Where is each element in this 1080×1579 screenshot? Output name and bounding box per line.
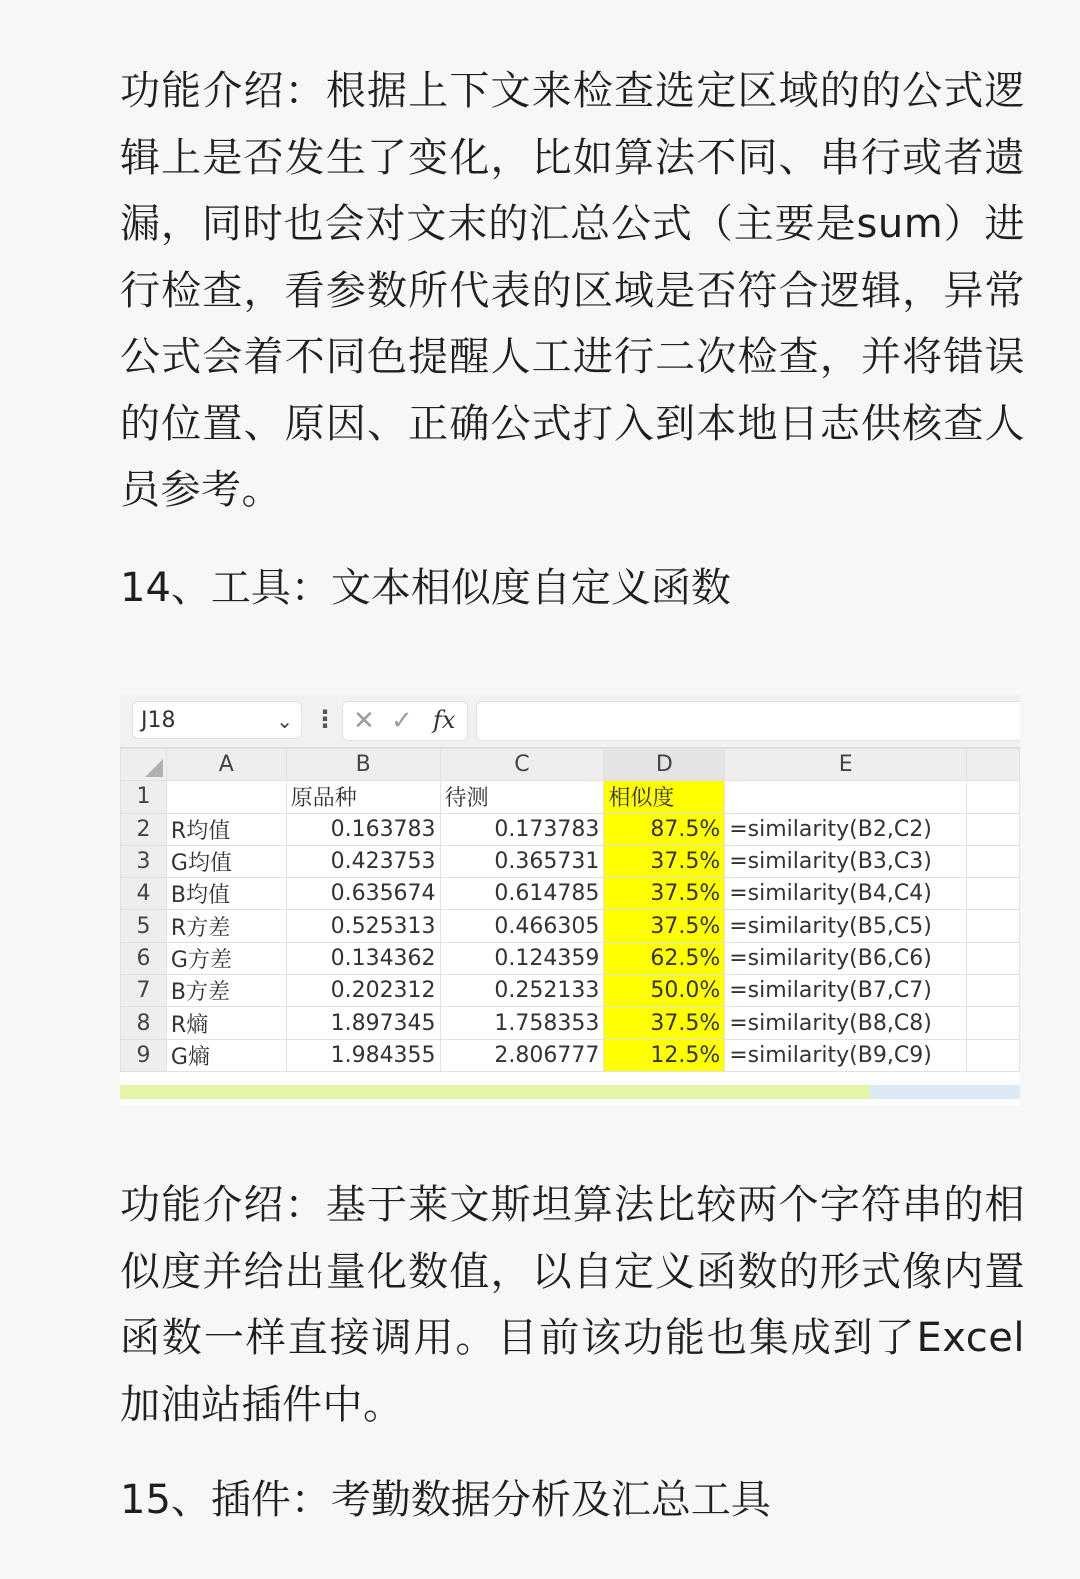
column-header-empty[interactable] — [967, 749, 1020, 781]
row-number[interactable]: 9 — [121, 1039, 167, 1071]
table-row — [121, 1039, 1020, 1071]
column-header[interactable]: D — [604, 749, 725, 781]
cell[interactable]: =similarity(B8,C8) — [725, 1007, 967, 1039]
cell[interactable]: =similarity(B7,C7) — [725, 975, 967, 1007]
cell[interactable]: 0.525313 — [286, 910, 440, 942]
cell[interactable]: R方差 — [166, 910, 286, 942]
cell[interactable]: 1.758353 — [440, 1007, 604, 1039]
table-row — [121, 813, 1020, 845]
cell[interactable] — [967, 942, 1020, 974]
cell[interactable] — [967, 845, 1020, 877]
cell[interactable]: 87.5% — [604, 813, 725, 845]
cell[interactable] — [967, 975, 1020, 1007]
cell[interactable]: 待测 — [440, 781, 604, 813]
cell[interactable] — [967, 1039, 1020, 1071]
cell[interactable]: 1.897345 — [286, 1007, 440, 1039]
row-number[interactable]: 3 — [121, 845, 167, 877]
function-icon[interactable]: fx — [433, 706, 456, 734]
column-header[interactable]: E — [725, 749, 967, 781]
sheet-grid — [120, 748, 1020, 1072]
row-number[interactable]: 5 — [121, 910, 167, 942]
table-row — [121, 975, 1020, 1007]
cell[interactable]: 37.5% — [604, 845, 725, 877]
cell[interactable] — [967, 781, 1020, 813]
cell[interactable]: G方差 — [166, 942, 286, 974]
cell[interactable]: =similarity(B6,C6) — [725, 942, 967, 974]
cell[interactable] — [166, 781, 286, 813]
cell[interactable]: =similarity(B5,C5) — [725, 910, 967, 942]
column-header-row — [121, 749, 1020, 781]
table-row — [121, 781, 1020, 813]
cell[interactable]: 0.365731 — [440, 845, 604, 877]
cell[interactable]: R均值 — [166, 813, 286, 845]
scrollbar-track — [870, 1085, 1020, 1099]
cell[interactable]: =similarity(B9,C9) — [725, 1039, 967, 1071]
cell[interactable]: 相似度 — [604, 781, 725, 813]
section-heading-14: 14、工具：文本相似度自定义函数 — [120, 565, 731, 611]
cell[interactable] — [967, 1007, 1020, 1039]
cell[interactable] — [725, 781, 967, 813]
table-row — [121, 942, 1020, 974]
column-header[interactable]: B — [286, 749, 440, 781]
chevron-down-icon[interactable]: ⌄ — [276, 709, 293, 733]
cell[interactable]: 原品种 — [286, 781, 440, 813]
cell[interactable]: 0.134362 — [286, 942, 440, 974]
cell[interactable]: B方差 — [166, 975, 286, 1007]
row-number[interactable]: 2 — [121, 813, 167, 845]
table-row — [121, 845, 1020, 877]
column-header[interactable]: C — [440, 749, 604, 781]
row-number[interactable]: 7 — [121, 975, 167, 1007]
row-number[interactable]: 8 — [121, 1007, 167, 1039]
cell[interactable]: 1.984355 — [286, 1039, 440, 1071]
row-number[interactable]: 6 — [121, 942, 167, 974]
formula-buttons — [342, 701, 468, 741]
intro-paragraph-1: 功能介绍：根据上下文来检查选定区域的的公式逻辑上是否发生了变化，比如算法不同、串行或者遗漏，同时也会对文末的汇总公式（主要是sum）进行检查，看参数所代表的区域是否符合逻辑，异常公式会着不同色提醒人工进行二次检查，并将错误的位置、原因、正确公式打入到本地日志供核查人员参考。 — [120, 68, 1025, 513]
cell[interactable]: 0.635674 — [286, 878, 440, 910]
cell[interactable]: =similarity(B3,C3) — [725, 845, 967, 877]
cell[interactable]: 0.423753 — [286, 845, 440, 877]
cell[interactable]: 0.124359 — [440, 942, 604, 974]
spreadsheet-screenshot — [120, 695, 1020, 1105]
cell[interactable]: G熵 — [166, 1039, 286, 1071]
name-box-value: J18 — [141, 708, 176, 733]
cell[interactable]: 0.163783 — [286, 813, 440, 845]
cell[interactable]: 2.806777 — [440, 1039, 604, 1071]
cell[interactable]: 0.252133 — [440, 975, 604, 1007]
cell[interactable]: 0.614785 — [440, 878, 604, 910]
table-row — [121, 910, 1020, 942]
cell[interactable]: =similarity(B2,C2) — [725, 813, 967, 845]
cell[interactable]: R熵 — [166, 1007, 286, 1039]
confirm-icon[interactable]: ✓ — [391, 706, 413, 736]
section-heading-15: 15、插件：考勤数据分析及汇总工具 — [120, 1477, 771, 1523]
cell[interactable] — [967, 813, 1020, 845]
cell[interactable]: 37.5% — [604, 910, 725, 942]
cell[interactable]: 50.0% — [604, 975, 725, 1007]
cell[interactable]: 0.466305 — [440, 910, 604, 942]
select-all-corner[interactable] — [121, 749, 167, 781]
cell[interactable] — [967, 910, 1020, 942]
more-options-icon[interactable]: ⋮ — [313, 705, 337, 733]
row-number[interactable]: 1 — [121, 781, 167, 813]
cell[interactable] — [967, 878, 1020, 910]
horizontal-scrollbar[interactable] — [120, 1085, 870, 1099]
formula-bar — [120, 695, 1020, 748]
cell[interactable]: 0.173783 — [440, 813, 604, 845]
cell[interactable]: 37.5% — [604, 1007, 725, 1039]
column-header[interactable]: A — [166, 749, 286, 781]
name-box[interactable] — [132, 701, 302, 739]
cell[interactable]: 37.5% — [604, 878, 725, 910]
row-number[interactable]: 4 — [121, 878, 167, 910]
cell[interactable]: 62.5% — [604, 942, 725, 974]
cancel-icon[interactable]: ✕ — [353, 706, 375, 736]
cell[interactable]: B均值 — [166, 878, 286, 910]
table-row — [121, 1007, 1020, 1039]
cell[interactable]: 12.5% — [604, 1039, 725, 1071]
intro-paragraph-2: 功能介绍：基于莱文斯坦算法比较两个字符串的相似度并给出量化数值，以自定义函数的形式像内置函数一样直接调用。目前该功能也集成到了Excel加油站插件中。 — [120, 1182, 1025, 1428]
cell[interactable]: 0.202312 — [286, 975, 440, 1007]
cell[interactable]: =similarity(B4,C4) — [725, 878, 967, 910]
cell[interactable]: G均值 — [166, 845, 286, 877]
formula-input[interactable] — [476, 701, 1020, 741]
table-row — [121, 878, 1020, 910]
